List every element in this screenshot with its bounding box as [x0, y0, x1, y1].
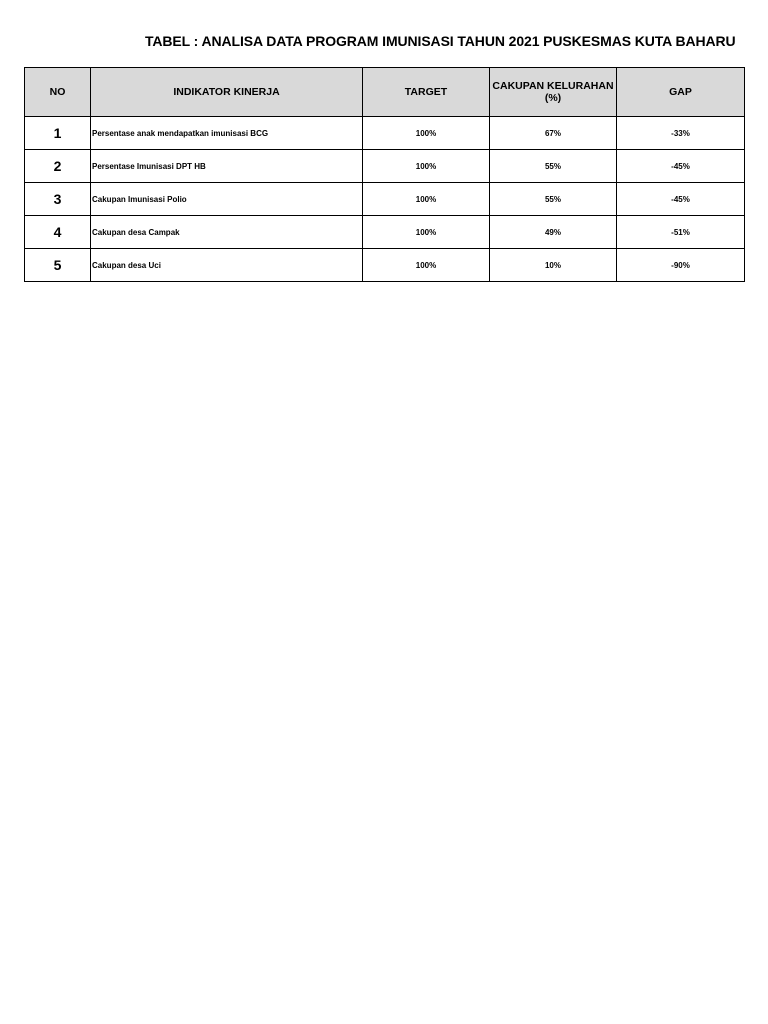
row-indicator: Cakupan desa Uci — [91, 249, 363, 282]
header-no: NO — [25, 68, 91, 117]
row-coverage: 10% — [490, 249, 617, 282]
table-row — [25, 216, 745, 249]
row-number: 4 — [25, 216, 91, 249]
row-target: 100% — [363, 117, 490, 150]
table-row — [25, 183, 745, 216]
row-indicator: Persentase anak mendapatkan imunisasi BCG — [91, 117, 363, 150]
table-header — [25, 68, 745, 117]
header-row — [25, 68, 745, 117]
row-coverage: 55% — [490, 183, 617, 216]
row-number: 2 — [25, 150, 91, 183]
row-target: 100% — [363, 216, 490, 249]
row-gap: -33% — [617, 117, 745, 150]
table-body — [25, 117, 745, 282]
row-gap: -45% — [617, 183, 745, 216]
row-gap: -45% — [617, 150, 745, 183]
row-gap: -51% — [617, 216, 745, 249]
row-indicator: Persentase Imunisasi DPT HB — [91, 150, 363, 183]
row-target: 100% — [363, 150, 490, 183]
row-number: 3 — [25, 183, 91, 216]
header-coverage: CAKUPAN KELURAHAN (%) — [490, 68, 617, 117]
header-gap: GAP — [617, 68, 745, 117]
header-target: TARGET — [363, 68, 490, 117]
table-row — [25, 249, 745, 282]
table-row — [25, 150, 745, 183]
page-title: TABEL : ANALISA DATA PROGRAM IMUNISASI TAHUN 2021 PUSKESMAS KUTA BAHARU — [145, 33, 736, 49]
row-number: 1 — [25, 117, 91, 150]
row-number: 5 — [25, 249, 91, 282]
row-target: 100% — [363, 183, 490, 216]
row-coverage: 55% — [490, 150, 617, 183]
row-indicator: Cakupan desa Campak — [91, 216, 363, 249]
header-indicator: INDIKATOR KINERJA — [91, 68, 363, 117]
row-gap: -90% — [617, 249, 745, 282]
row-coverage: 67% — [490, 117, 617, 150]
row-indicator: Cakupan Imunisasi Polio — [91, 183, 363, 216]
row-target: 100% — [363, 249, 490, 282]
immunization-analysis-table — [24, 67, 745, 282]
row-coverage: 49% — [490, 216, 617, 249]
table-row — [25, 117, 745, 150]
